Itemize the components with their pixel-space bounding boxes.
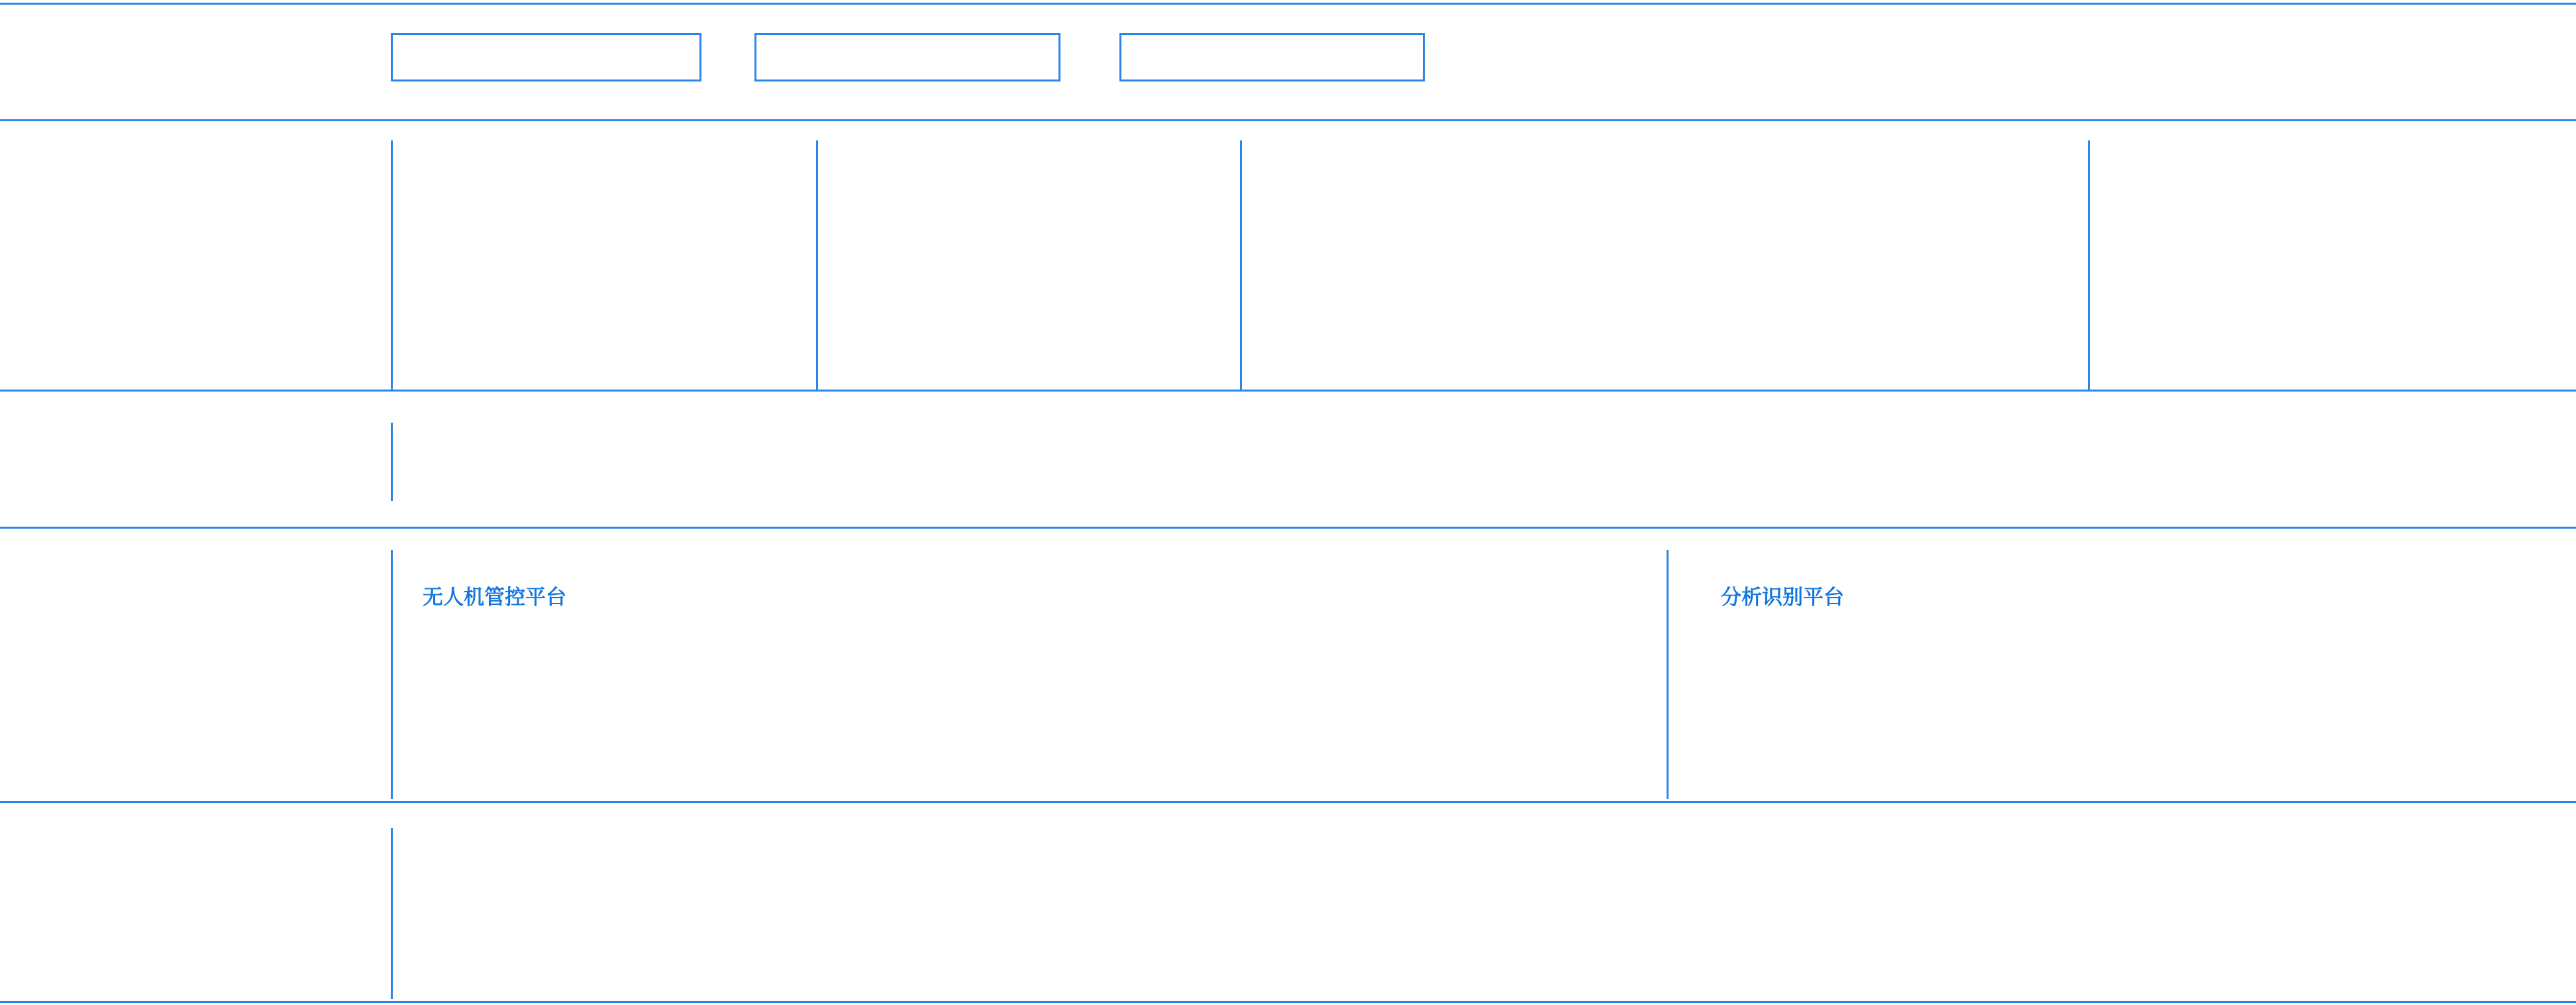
row1-col-divider-4 [2088, 140, 2090, 390]
top-box-2[interactable] [754, 33, 1060, 81]
section-label-analysis-platform: 分析识别平台 [1721, 586, 1844, 609]
divider-header-bottom [0, 119, 2576, 121]
divider-row1-bottom [0, 390, 2576, 392]
row1-col-divider-2 [816, 140, 818, 390]
row4-label-divider [391, 828, 393, 999]
divider-row2-bottom [0, 527, 2576, 529]
row3-label-divider [391, 550, 393, 799]
row1-col-divider-1 [391, 140, 393, 390]
row3-col-divider [1667, 550, 1669, 799]
divider-row3-bottom [0, 801, 2576, 803]
section-label-uav-platform: 无人机管控平台 [423, 586, 566, 609]
row1-col-divider-3 [1240, 140, 1242, 390]
row2-label-divider [391, 423, 393, 501]
top-box-1[interactable] [391, 33, 701, 81]
top-box-3[interactable] [1119, 33, 1425, 81]
divider-bottom [0, 1001, 2576, 1003]
divider-top [0, 3, 2576, 5]
